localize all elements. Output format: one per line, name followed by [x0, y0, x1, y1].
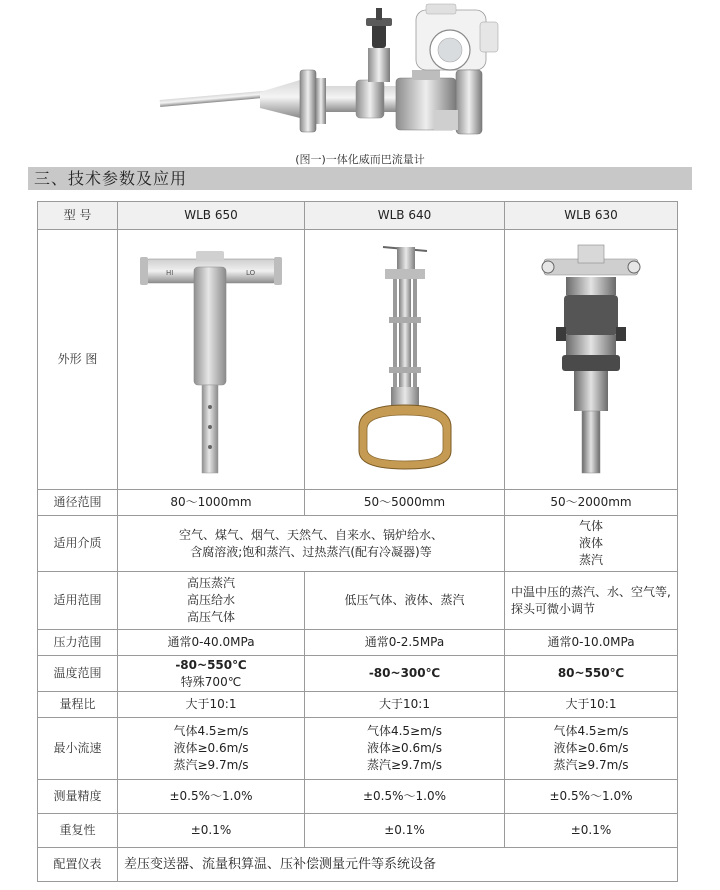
lo-port-label: LO	[246, 269, 256, 277]
wlb650-image	[136, 237, 286, 477]
table-row	[38, 516, 678, 572]
min-velocity-wlb640	[305, 718, 505, 780]
scope-wlb630-line: 中温中压的蒸汽、水、空气等,	[511, 584, 671, 599]
pressure-wlb640: 通常0-2.5MPa	[305, 630, 505, 656]
diameter-wlb650: 80～1000mm	[118, 490, 305, 516]
min-velocity-wlb630	[505, 718, 678, 780]
temperature-wlb630: 80~550℃	[505, 656, 678, 692]
table-row	[38, 630, 678, 656]
pressure-wlb650: 通常0-40.0MPa	[118, 630, 305, 656]
table-row	[38, 814, 678, 848]
instruments-label: 配置仪表	[38, 848, 118, 882]
table-row	[38, 572, 678, 630]
section-title: 三、技术参数及应用	[34, 169, 188, 188]
pressure-label: 压力范围	[38, 630, 118, 656]
ratio-wlb640: 大于10:1	[305, 692, 505, 718]
accuracy-wlb650: ±0.5%～1.0%	[118, 780, 305, 814]
scope-wlb650-line: 高压气体	[186, 610, 235, 624]
appearance-label: 外形 图	[38, 230, 118, 490]
scope-wlb650	[118, 572, 305, 630]
scope-wlb650-line: 高压给水	[186, 593, 235, 607]
media-wlb630-line: 液体	[578, 536, 603, 550]
ratio-wlb650: 大于10:1	[118, 692, 305, 718]
media-shared-line: 含腐溶液;饱和蒸汽、过热蒸汽(配有冷凝器)等	[190, 544, 432, 559]
repeatability-wlb650: ±0.1%	[118, 814, 305, 848]
min-velocity-line: 液体≥0.6m/s	[366, 741, 443, 755]
scope-label: 适用范围	[38, 572, 118, 630]
spec-table	[37, 201, 678, 882]
model-wlb650: WLB 650	[118, 202, 305, 230]
diameter-wlb630: 50～2000mm	[505, 490, 678, 516]
table-row	[38, 490, 678, 516]
media-wlb630	[505, 516, 678, 572]
ratio-label: 量程比	[38, 692, 118, 718]
min-velocity-line: 气体4.5≥m/s	[173, 724, 249, 738]
temperature-wlb650-line: -80~550℃	[175, 657, 247, 672]
min-velocity-line: 气体4.5≥m/s	[366, 724, 443, 738]
media-wlb630-line: 蒸汽	[578, 553, 603, 567]
table-row	[38, 692, 678, 718]
table-row	[38, 780, 678, 814]
table-header-row	[38, 202, 678, 230]
min-velocity-wlb650	[118, 718, 305, 780]
table-row	[38, 848, 678, 882]
scope-wlb630	[505, 572, 678, 630]
wlb640-image	[345, 237, 465, 477]
model-wlb640: WLB 640	[305, 202, 505, 230]
accuracy-wlb640: ±0.5%～1.0%	[305, 780, 505, 814]
diameter-label: 通径范围	[38, 490, 118, 516]
media-wlb630-line: 气体	[578, 519, 603, 533]
repeatability-label: 重复性	[38, 814, 118, 848]
table-row	[38, 656, 678, 692]
accuracy-wlb630: ±0.5%～1.0%	[505, 780, 678, 814]
temperature-label: 温度范围	[38, 656, 118, 692]
wlb630-image-cell	[505, 230, 678, 490]
min-velocity-label: 最小流速	[38, 718, 118, 780]
diameter-wlb640: 50～5000mm	[305, 490, 505, 516]
temperature-wlb640: -80~300℃	[305, 656, 505, 692]
temperature-wlb650-line: 特殊700℃	[180, 674, 242, 689]
media-shared	[118, 516, 505, 572]
repeatability-wlb630: ±0.1%	[505, 814, 678, 848]
min-velocity-line: 气体4.5≥m/s	[553, 724, 629, 738]
model-wlb630: WLB 630	[505, 202, 678, 230]
appearance-row	[38, 230, 678, 490]
temperature-wlb650	[118, 656, 305, 692]
wlb640-image-cell	[305, 230, 505, 490]
min-velocity-line: 液体≥0.6m/s	[553, 741, 629, 755]
scope-wlb630-line: 探头可微小调节	[511, 601, 596, 616]
flowmeter-photo	[150, 0, 550, 150]
scope-wlb650-line: 高压蒸汽	[186, 576, 235, 590]
min-velocity-line: 液体≥0.6m/s	[173, 741, 249, 755]
scope-wlb640: 低压气体、液体、蒸汽	[305, 572, 505, 630]
min-velocity-line: 蒸汽≥9.7m/s	[553, 758, 629, 772]
table-row	[38, 718, 678, 780]
media-shared-line: 空气、煤气、烟气、天然气、自来水、锅炉给水、	[178, 527, 443, 542]
pressure-wlb630: 通常0-10.0MPa	[505, 630, 678, 656]
repeatability-wlb640: ±0.1%	[305, 814, 505, 848]
min-velocity-line: 蒸汽≥9.7m/s	[173, 758, 249, 772]
ratio-wlb630: 大于10:1	[505, 692, 678, 718]
instruments-value: 差压变送器、流量积算温、压补偿测量元件等系统设备	[118, 848, 678, 882]
media-label: 适用介质	[38, 516, 118, 572]
hi-port-label: HI	[166, 269, 174, 277]
wlb630-image	[536, 237, 646, 477]
accuracy-label: 测量精度	[38, 780, 118, 814]
figure-caption: (图一)一体化威而巴流量计	[295, 153, 425, 166]
header-label: 型 号	[38, 202, 118, 230]
wlb650-image-cell	[118, 230, 305, 490]
min-velocity-line: 蒸汽≥9.7m/s	[366, 758, 443, 772]
